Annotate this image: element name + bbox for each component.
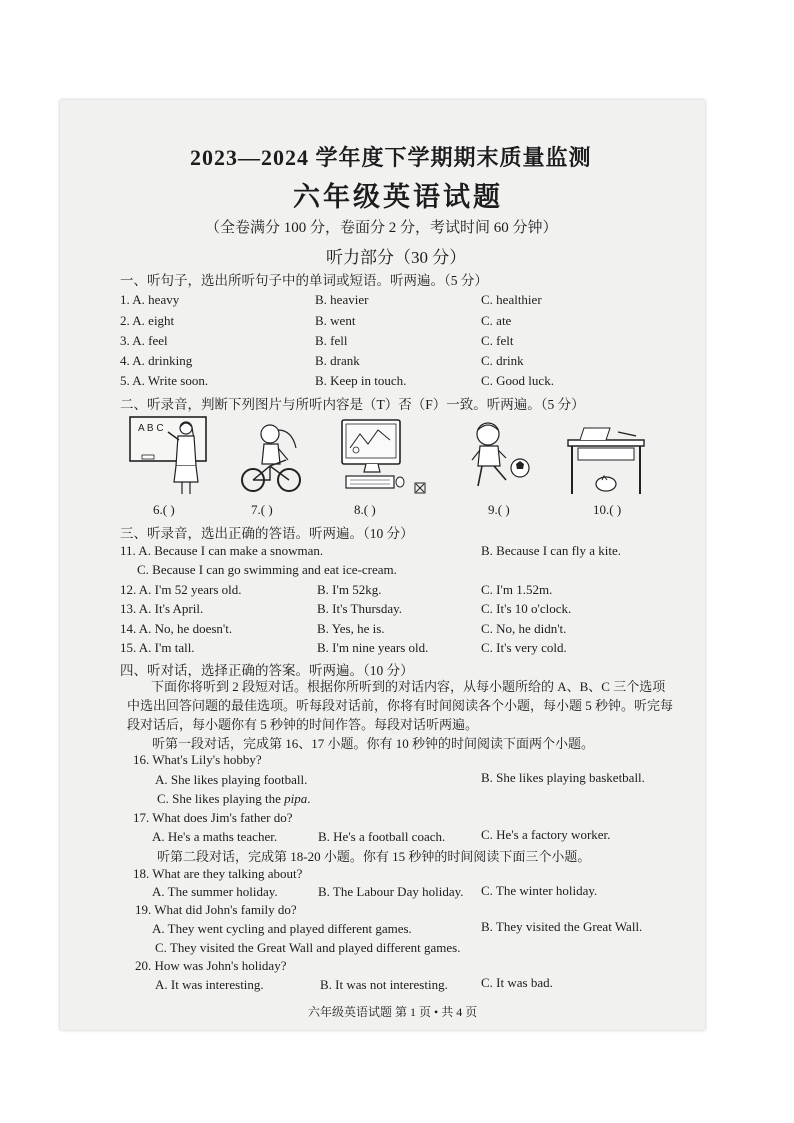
section2-heading: 二、听录音，判断下列图片与所听内容是（T）否（F）一致。听两遍。（5 分） — [120, 397, 585, 412]
q12-option-c: C. I'm 1.52m. — [481, 582, 553, 597]
section4-instructions: 下面你将听到 2 段短对话。根据你所听到的对话内容，从每小题所给的 A、B、C 三个选项中选出回答问题的最佳选项。听每段对话前，你将有时间阅读各个小题，每小题 5 秒钟。听完每段对话后，每小题你有 5 秒钟的时间作答。每段对话听两遍。 — [127, 679, 674, 732]
q18-option-c: C. The winter holiday. — [481, 883, 598, 898]
q11-option-b: B. Because I can fly a kite. — [481, 543, 622, 558]
q6-answer-blank[interactable]: 6.( ) — [153, 502, 175, 517]
q17-option-b: B. He's a football coach. — [318, 829, 446, 844]
checkbox-icon — [414, 482, 426, 494]
q12-option-b: B. I'm 52kg. — [317, 582, 382, 597]
computer-picture — [338, 418, 406, 492]
q10-answer-blank[interactable]: 10.( ) — [593, 502, 622, 517]
q3-option-c: C. felt — [481, 333, 514, 348]
desk-cat-picture — [566, 422, 646, 496]
q20-option-a: A. It was interesting. — [155, 977, 264, 992]
q2-option-c: C. ate — [481, 313, 512, 328]
exam-subtitle: 六年级英语试题 — [293, 182, 503, 212]
exam-title: 2023—2024 学年度下学期期末质量监测 — [190, 145, 592, 170]
q18-option-a: A. The summer holiday. — [152, 884, 278, 899]
q19-option-b: B. They visited the Great Wall. — [481, 919, 643, 934]
q4-option-c: C. drink — [481, 353, 524, 368]
girl-cycling-picture — [240, 420, 302, 496]
q4-option-a: 4. A. drinking — [120, 353, 193, 368]
q16-question: 16. What's Lily's hobby? — [133, 752, 262, 767]
section3-heading: 三、听录音，选出正确的答语。听两遍。（10 分） — [120, 526, 414, 541]
q7-answer-blank[interactable]: 7.( ) — [251, 502, 273, 517]
q17-question: 17. What does Jim's father do? — [133, 810, 293, 825]
dialog1-instruction: 听第一段对话，完成第 16、17 小题。你有 10 秒钟的时间阅读下面两个小题。 — [152, 736, 595, 751]
teacher-blackboard-picture — [128, 414, 212, 496]
q5-option-a: 5. A. Write soon. — [120, 373, 209, 388]
pipa-word: pipa — [284, 791, 308, 806]
q2-option-b: B. went — [315, 313, 356, 328]
q19-question: 19. What did John's family do? — [135, 902, 297, 917]
q1-option-c: C. healthier — [481, 292, 542, 307]
q12-option-a: 12. A. I'm 52 years old. — [120, 582, 242, 597]
q13-option-b: B. It's Thursday. — [317, 601, 403, 616]
q1-option-a: 1. A. heavy — [120, 292, 180, 307]
q9-answer-blank[interactable]: 9.( ) — [488, 502, 510, 517]
q15-option-a: 15. A. I'm tall. — [120, 640, 195, 655]
q16-option-b: B. She likes playing basketball. — [481, 770, 645, 785]
page-footer: 六年级英语试题 第 1 页 • 共 4 页 — [308, 1005, 478, 1019]
q14-option-c: C. No, he didn't. — [481, 621, 567, 636]
q1-option-b: B. heavier — [315, 292, 369, 307]
exam-note: （全卷满分 100 分，卷面分 2 分，考试时间 60 分钟） — [205, 220, 558, 236]
section4-heading: 四、听对话，选择正确的答案。听两遍。（10 分） — [120, 663, 414, 678]
q13-option-c: C. It's 10 o'clock. — [481, 601, 572, 616]
q2-option-a: 2. A. eight — [120, 313, 175, 328]
q19-option-c: C. They visited the Great Wall and played different games. — [155, 940, 461, 955]
q15-option-b: B. I'm nine years old. — [317, 640, 429, 655]
q13-option-a: 13. A. It's April. — [120, 601, 204, 616]
q14-option-b: B. Yes, he is. — [317, 621, 385, 636]
boy-football-picture — [466, 420, 532, 492]
q18-option-b: B. The Labour Day holiday. — [318, 884, 464, 899]
q8-answer-blank[interactable]: 8.( ) — [354, 502, 376, 517]
dialog2-instruction: 听第二段对话，完成第 18-20 小题。你有 15 秒钟的时间阅读下面三个小题。 — [157, 849, 591, 864]
q3-option-b: B. fell — [315, 333, 348, 348]
part-title: 听力部分（30 分） — [326, 248, 467, 267]
board-letters: A B C — [138, 423, 164, 434]
q18-question: 18. What are they talking about? — [133, 866, 303, 881]
q5-option-c: C. Good luck. — [481, 373, 554, 388]
q16-option-c: C. She likes playing the pipa. — [157, 791, 311, 806]
q15-option-c: C. It's very cold. — [481, 640, 567, 655]
q3-option-a: 3. A. feel — [120, 333, 168, 348]
q19-option-a: A. They went cycling and played different games. — [152, 921, 412, 936]
section1-heading: 一、听句子，选出所听句子中的单词或短语。听两遍。（5 分） — [120, 273, 488, 288]
q20-option-b: B. It was not interesting. — [320, 977, 448, 992]
q4-option-b: B. drank — [315, 353, 360, 368]
q20-question: 20. How was John's holiday? — [135, 958, 287, 973]
q11-option-c: C. Because I can go swimming and eat ice-cream. — [137, 562, 397, 577]
q17-option-c: C. He's a factory worker. — [481, 827, 611, 842]
q17-option-a: A. He's a maths teacher. — [152, 829, 278, 844]
q20-option-c: C. It was bad. — [481, 975, 553, 990]
q5-option-b: B. Keep in touch. — [315, 373, 407, 388]
q16-option-a: A. She likes playing football. — [155, 772, 308, 787]
q14-option-a: 14. A. No, he doesn't. — [120, 621, 233, 636]
q11-option-a: 11. A. Because I can make a snowman. — [120, 543, 324, 558]
